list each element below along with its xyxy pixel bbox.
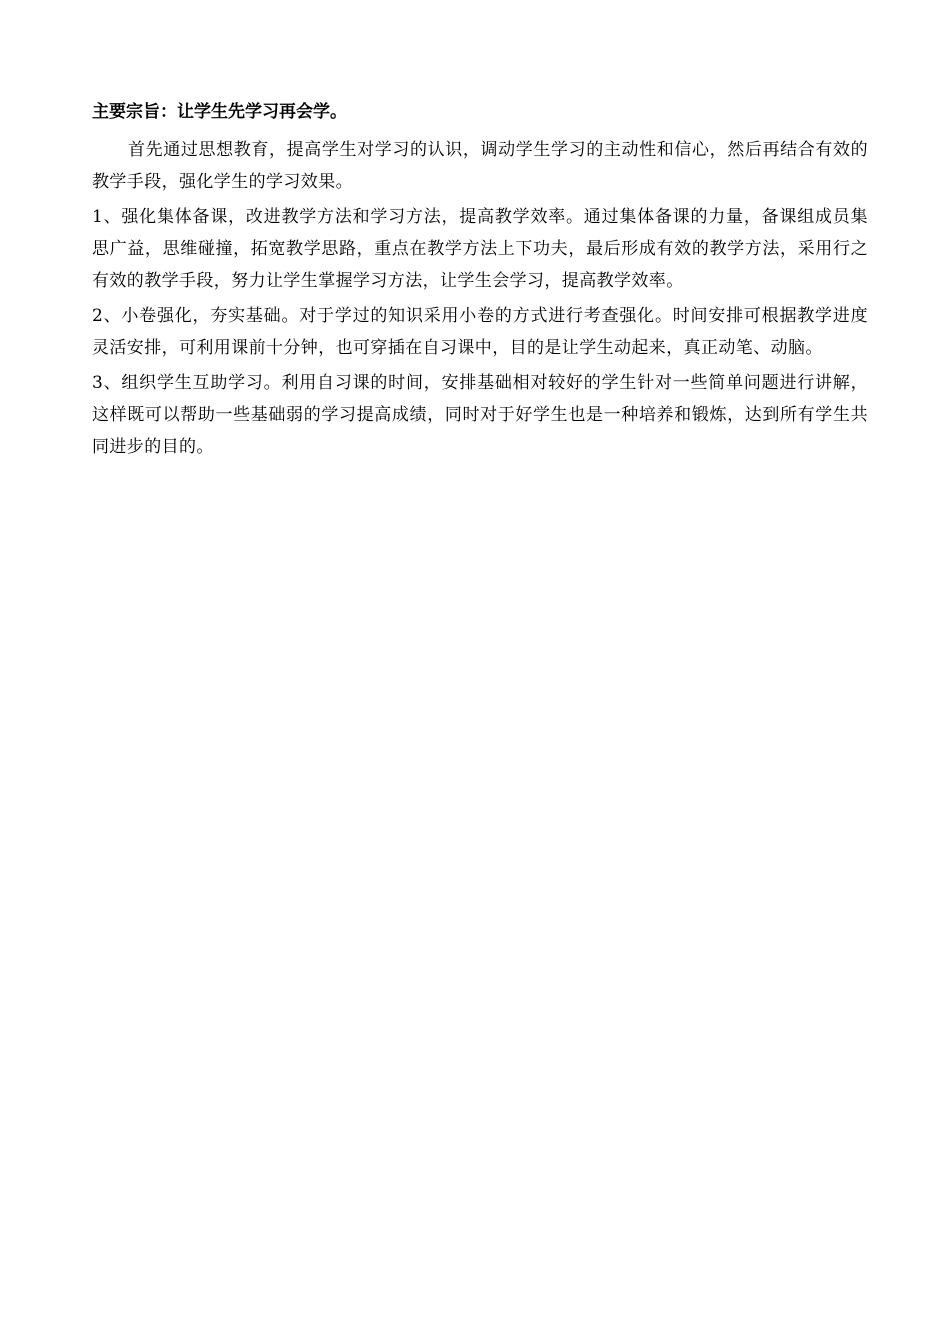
list-item-3: 3、组织学生互助学习。利用自习课的时间，安排基础相对较好的学生针对一些简单问题进行讲解，这样既可以帮助一些基础弱的学习提高成绩，同时对于好学生也是一种培养和锻炼，达到所有学生共同进步的目的。 [92,373,868,457]
main-purpose-heading: 主要宗旨：让学生先学习再会学。 [92,102,347,122]
list-item-1: 1、强化集体备课，改进教学方法和学习方法，提高教学效率。通过集体备课的力量，备课组成员集思广益，思维碰撞，拓宽教学思路，重点在教学方法上下功夫，最后形成有效的教学方法，采用行之有效的教学手段，努力让学生掌握学习方法，让学生会学习，提高教学效率。 [92,207,868,291]
intro-paragraph: 首先通过思想教育，提高学生对学习的认识，调动学生学习的主动性和信心，然后再结合有效的教学手段，强化学生的学习效果。 [92,140,868,192]
document-body [92,96,868,463]
list-item-2: 2、小卷强化，夯实基础。对于学过的知识采用小卷的方式进行考查强化。时间安排可根据教学进度灵活安排，可利用课前十分钟，也可穿插在自习课中，目的是让学生动起来，真正动笔、动脑。 [92,306,868,358]
